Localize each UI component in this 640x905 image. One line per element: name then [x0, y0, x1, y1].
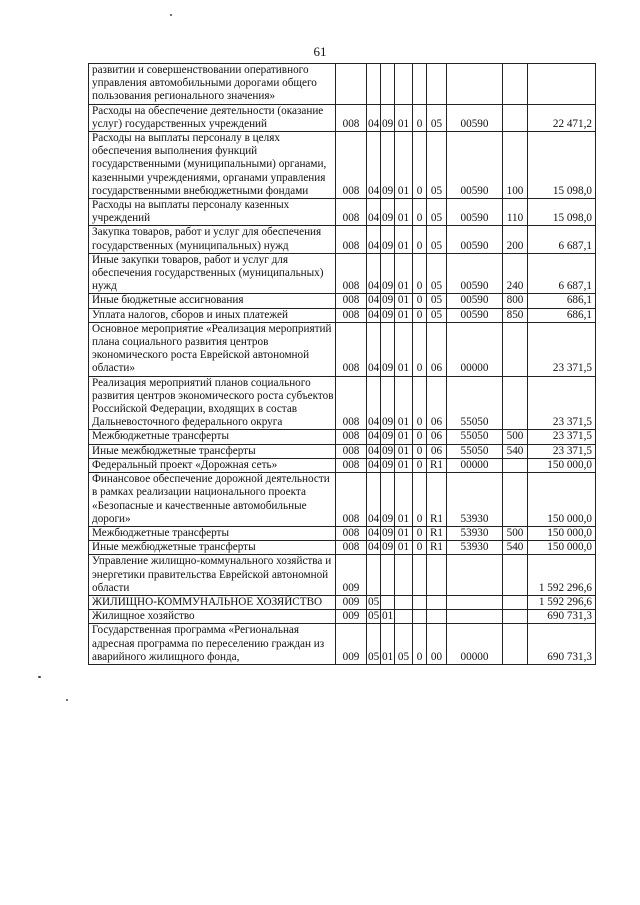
cell-rz: 04 [367, 473, 381, 527]
cell-amount: 15 098,0 [528, 199, 596, 226]
cell-p3: 05 [427, 226, 447, 253]
cell-pr: 09 [381, 473, 395, 527]
cell-code: 008 [336, 458, 367, 472]
cell-amount: 6 687,1 [528, 253, 596, 294]
table-row [89, 104, 596, 131]
cell-p3 [427, 610, 447, 624]
cell-amount: 150 000,0 [528, 526, 596, 540]
cell-pr: 09 [381, 322, 395, 376]
cell-name: Закупка товаров, работ и услуг для обеспечения государственных (муниципальных) нужд [89, 226, 336, 253]
cell-name: ЖИЛИЩНО-КОММУНАЛЬНОЕ ХОЗЯЙСТВО [89, 595, 336, 609]
cell-p1 [395, 64, 413, 105]
cell-p3: R1 [427, 458, 447, 472]
table-row [89, 199, 596, 226]
cell-code: 009 [336, 610, 367, 624]
cell-pr: 01 [381, 624, 395, 665]
cell-vr [503, 104, 528, 131]
cell-name: Федеральный проект «Дорожная сеть» [89, 458, 336, 472]
cell-pr: 09 [382, 458, 394, 471]
cell-vr [503, 322, 528, 376]
table-row [89, 132, 596, 199]
table-row [89, 64, 596, 105]
cell-amount: 23 371,5 [528, 430, 596, 444]
cell-p3: 05 [427, 104, 447, 131]
cell-p4: 55050 [447, 376, 503, 430]
cell-rz: 04 [368, 541, 380, 554]
cell-amount: 690 731,3 [528, 610, 596, 624]
cell-rz: 05 [368, 595, 380, 608]
page-number: 61 [313, 44, 327, 59]
cell-code: 008 [336, 132, 367, 199]
cell-p1: 01 [395, 226, 413, 253]
cell-p4: 53930 [447, 541, 503, 555]
table-row [89, 526, 596, 540]
cell-pr [381, 555, 395, 596]
cell-code: 008 [336, 473, 367, 527]
cell-p2 [413, 595, 427, 609]
cell-code: 008 [336, 430, 367, 444]
cell-pr: 09 [381, 253, 395, 294]
cell-amount: 23 371,5 [528, 444, 596, 458]
cell-p4: 00590 [447, 132, 503, 199]
cell-p2: 0 [413, 253, 427, 294]
budget-table-body [89, 64, 596, 665]
cell-p1 [395, 595, 413, 609]
cell-p4: 00590 [447, 294, 503, 308]
table-row [89, 473, 596, 527]
cell-p3: R1 [427, 541, 447, 555]
cell-vr: 200 [503, 226, 528, 253]
table-row [89, 555, 596, 596]
cell-p2 [413, 555, 427, 596]
cell-p1: 01 [395, 526, 413, 540]
cell-vr [503, 473, 528, 527]
cell-amount: 15 098,0 [528, 132, 596, 199]
cell-p4: 00000 [447, 322, 503, 376]
cell-vr: 540 [503, 444, 528, 458]
cell-name: Иные межбюджетные трансферты [89, 444, 336, 458]
cell-name: Уплата налогов, сборов и иных платежей [89, 308, 336, 322]
cell-p4: 00590 [447, 199, 503, 226]
cell-code [336, 64, 367, 105]
cell-amount: 6 687,1 [528, 226, 596, 253]
cell-p3: R1 [427, 473, 447, 527]
cell-rz: 04 [368, 444, 380, 457]
cell-p1: 01 [395, 473, 413, 527]
cell-p4: 55050 [447, 444, 503, 458]
cell-amount: 1 592 296,6 [528, 555, 596, 596]
cell-p1: 01 [395, 541, 413, 555]
cell-amount: 150 000,0 [528, 458, 596, 472]
cell-p2 [413, 610, 427, 624]
cell-pr: 09 [382, 526, 394, 539]
cell-pr: 09 [382, 294, 394, 307]
cell-vr: 850 [503, 308, 528, 322]
cell-name: Финансовое обеспечение дорожной деятельности в рамках реализации национального проекта «Безопасные и качественные автомобильные дороги» [89, 473, 336, 527]
cell-p3: 05 [427, 294, 447, 308]
cell-vr [503, 624, 528, 665]
cell-vr: 500 [503, 430, 528, 444]
cell-p1: 01 [395, 308, 413, 322]
cell-p4: 00590 [447, 308, 503, 322]
cell-name: Реализация мероприятий планов социального развития центров экономического роста субъектов Российской Федерации, входящих в состав Дальневосточного федерального округа [89, 376, 336, 430]
cell-name: Расходы на обеспечение деятельности (оказание услуг) государственных учреждений [89, 104, 336, 131]
cell-p2: 0 [413, 430, 427, 444]
cell-p4: 53930 [447, 526, 503, 540]
cell-p2: 0 [413, 226, 427, 253]
cell-p2: 0 [413, 199, 427, 226]
cell-p2: 0 [413, 458, 427, 472]
cell-amount: 22 471,2 [528, 104, 596, 131]
cell-p3: 05 [427, 308, 447, 322]
cell-pr: 09 [382, 430, 394, 443]
table-row [89, 624, 596, 665]
cell-vr: 540 [503, 541, 528, 555]
cell-code: 008 [336, 526, 367, 540]
cell-amount [528, 64, 596, 105]
cell-code: 008 [336, 199, 367, 226]
cell-name: Расходы на выплаты персоналу в целях обеспечения выполнения функций государственными (муниципальными) органами, казенными учреждениями, органами управления государственными внебюджетными фондами [89, 132, 336, 199]
cell-p3: 06 [427, 376, 447, 430]
cell-pr: 01 [382, 610, 394, 623]
table-row [89, 226, 596, 253]
cell-p3: 00 [427, 624, 447, 665]
cell-vr: 100 [503, 132, 528, 199]
cell-p2: 0 [413, 322, 427, 376]
cell-p1: 01 [395, 104, 413, 131]
cell-p4 [447, 555, 503, 596]
cell-vr [503, 376, 528, 430]
cell-rz: 04 [367, 104, 381, 131]
cell-rz: 04 [367, 199, 381, 226]
cell-vr [503, 555, 528, 596]
table-row [89, 458, 596, 472]
cell-code: 008 [336, 226, 367, 253]
cell-p1: 01 [395, 132, 413, 199]
cell-p3: 05 [427, 132, 447, 199]
cell-name: Иные закупки товаров, работ и услуг для обеспечения государственных (муниципальных) нужд [89, 253, 336, 294]
cell-pr: 09 [381, 132, 395, 199]
cell-rz: 04 [368, 308, 380, 321]
cell-p3 [427, 595, 447, 609]
budget-table [88, 63, 596, 665]
cell-p1: 01 [395, 294, 413, 308]
cell-rz [367, 555, 381, 596]
cell-rz: 04 [367, 322, 381, 376]
cell-p1: 01 [395, 253, 413, 294]
cell-rz: 04 [367, 376, 381, 430]
cell-p1: 01 [395, 322, 413, 376]
cell-p2: 0 [413, 376, 427, 430]
cell-p3: R1 [427, 526, 447, 540]
cell-name: развитии и совершенствовании оперативного управления автомобильными дорогами общего пользования регионального значения» [89, 64, 336, 105]
cell-amount: 150 000,0 [528, 541, 596, 555]
cell-name: Жилищное хозяйство [89, 610, 336, 624]
table-row [89, 253, 596, 294]
cell-pr: 09 [382, 541, 394, 554]
cell-p4: 00590 [447, 226, 503, 253]
cell-p4 [447, 64, 503, 105]
cell-rz: 05 [367, 624, 381, 665]
cell-p1: 05 [395, 624, 413, 665]
cell-p4: 00000 [447, 624, 503, 665]
cell-amount: 686,1 [528, 294, 596, 308]
cell-pr: 09 [382, 444, 394, 457]
cell-pr [381, 64, 395, 105]
cell-code: 008 [336, 541, 367, 555]
cell-p1: 01 [395, 458, 413, 472]
table-row [89, 294, 596, 308]
cell-vr [503, 64, 528, 105]
cell-p2: 0 [413, 526, 427, 540]
cell-p1: 01 [395, 444, 413, 458]
cell-name: Расходы на выплаты персоналу казенных учреждений [89, 199, 336, 226]
cell-p4 [447, 610, 503, 624]
cell-p2: 0 [413, 624, 427, 665]
cell-name: Иные межбюджетные трансферты [89, 541, 336, 555]
cell-pr: 09 [381, 376, 395, 430]
cell-p3 [427, 64, 447, 105]
scan-speck [38, 676, 41, 678]
scan-speck [66, 699, 68, 701]
cell-p1: 01 [395, 430, 413, 444]
cell-name: Государственная программа «Региональная адресная программа по переселению граждан из аварийного жилищного фонда, [89, 624, 336, 665]
cell-rz: 04 [368, 526, 380, 539]
cell-code: 008 [336, 444, 367, 458]
cell-amount: 690 731,3 [528, 624, 596, 665]
cell-pr: 09 [381, 104, 395, 131]
cell-p3: 05 [427, 253, 447, 294]
cell-p1 [395, 610, 413, 624]
cell-p4: 00000 [447, 458, 503, 472]
cell-rz: 04 [367, 253, 381, 294]
cell-code: 008 [336, 294, 367, 308]
cell-code: 009 [336, 624, 367, 665]
table-row [89, 430, 596, 444]
cell-pr: 09 [381, 199, 395, 226]
cell-pr [381, 595, 395, 609]
cell-code: 008 [336, 253, 367, 294]
cell-p2: 0 [413, 104, 427, 131]
cell-rz: 04 [367, 132, 381, 199]
cell-code: 009 [336, 595, 367, 609]
cell-rz: 05 [368, 610, 380, 623]
cell-name: Основное мероприятие «Реализация мероприятий плана социального развития центров экономического роста Еврейской автономной области» [89, 322, 336, 376]
cell-amount: 23 371,5 [528, 376, 596, 430]
cell-amount: 150 000,0 [528, 473, 596, 527]
cell-p2 [413, 64, 427, 105]
cell-p3: 06 [427, 444, 447, 458]
cell-vr [503, 595, 528, 609]
cell-vr: 500 [503, 526, 528, 540]
cell-p2: 0 [413, 444, 427, 458]
cell-p4: 53930 [447, 473, 503, 527]
cell-name: Межбюджетные трансферты [89, 526, 336, 540]
cell-p3: 06 [427, 322, 447, 376]
cell-p4: 00590 [447, 104, 503, 131]
cell-name: Иные бюджетные ассигнования [89, 294, 336, 308]
scan-speck [170, 14, 172, 16]
table-row [89, 322, 596, 376]
cell-p3: 05 [427, 199, 447, 226]
cell-vr [503, 610, 528, 624]
cell-name: Межбюджетные трансферты [89, 430, 336, 444]
cell-p2: 0 [413, 541, 427, 555]
cell-p4: 55050 [447, 430, 503, 444]
cell-p2: 0 [413, 473, 427, 527]
cell-rz [367, 64, 381, 105]
cell-p1 [395, 555, 413, 596]
cell-p4 [447, 595, 503, 609]
cell-p3 [427, 555, 447, 596]
cell-rz: 04 [368, 458, 380, 471]
cell-rz: 04 [367, 226, 381, 253]
cell-p2: 0 [413, 132, 427, 199]
cell-amount: 686,1 [528, 308, 596, 322]
cell-p2: 0 [413, 308, 427, 322]
cell-amount: 23 371,5 [528, 322, 596, 376]
cell-code: 009 [336, 555, 367, 596]
cell-p4: 00590 [447, 253, 503, 294]
cell-vr: 800 [503, 294, 528, 308]
cell-name: Управление жилищно-коммунального хозяйства и энергетики правительства Еврейской автономной области [89, 555, 336, 596]
cell-amount: 1 592 296,6 [528, 595, 596, 609]
cell-pr: 09 [381, 226, 395, 253]
cell-p1: 01 [395, 199, 413, 226]
cell-pr: 09 [382, 308, 394, 321]
cell-rz: 04 [368, 294, 380, 307]
cell-p1: 01 [395, 376, 413, 430]
table-row [89, 541, 596, 555]
cell-p3: 06 [427, 430, 447, 444]
cell-vr: 110 [503, 199, 528, 226]
table-row [89, 610, 596, 624]
cell-code: 008 [336, 104, 367, 131]
cell-vr: 240 [503, 253, 528, 294]
table-row [89, 444, 596, 458]
cell-code: 008 [336, 322, 367, 376]
table-row [89, 595, 596, 609]
cell-vr [503, 458, 528, 472]
cell-code: 008 [336, 376, 367, 430]
table-row [89, 308, 596, 322]
cell-rz: 04 [368, 430, 380, 443]
table-row [89, 376, 596, 430]
cell-code: 008 [336, 308, 367, 322]
cell-p2: 0 [413, 294, 427, 308]
